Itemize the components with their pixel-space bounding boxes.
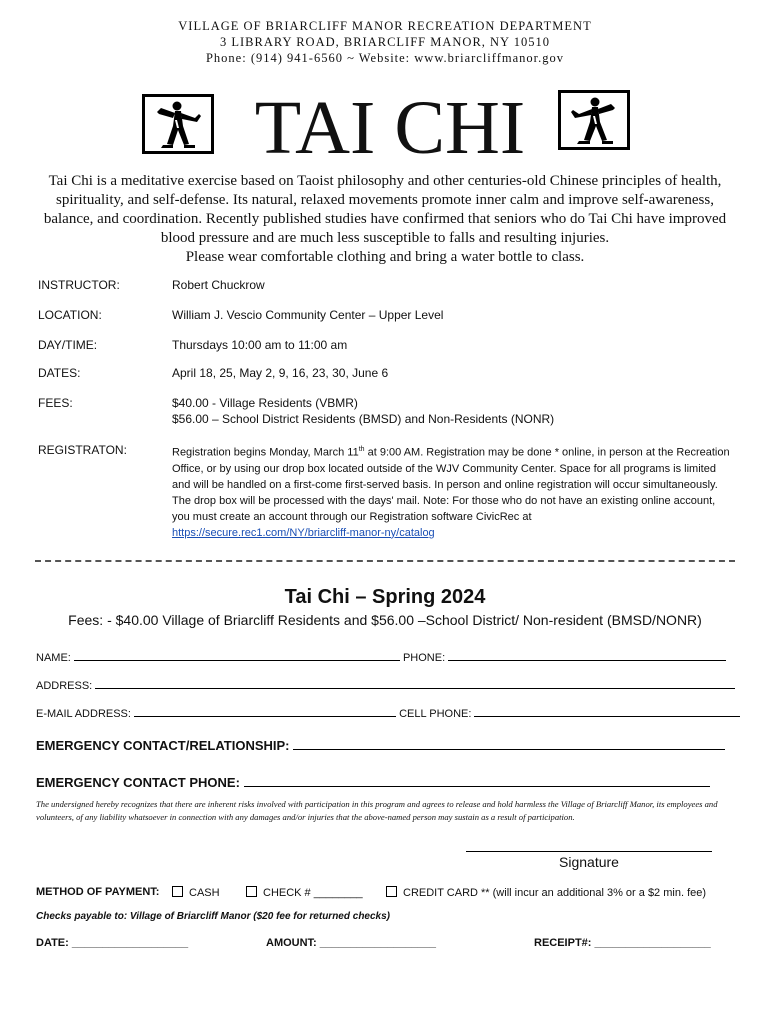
- name-row: [36, 650, 726, 664]
- cell-field[interactable]: [474, 706, 740, 717]
- intro-note: Please wear comfortable clothing and bring a water bottle to class.: [185, 249, 585, 265]
- instructor-label: INSTRUCTOR:: [38, 278, 120, 292]
- dates-value: April 18, 25, May 2, 9, 16, 23, 30, June 6: [172, 366, 389, 380]
- location-value: William J. Vescio Community Center – Upper Level: [172, 308, 444, 322]
- receipt-field[interactable]: RECEIPT#: ___________________: [534, 937, 711, 949]
- phone-label: PHONE:: [402, 652, 446, 664]
- emergency-contact-row: [36, 737, 725, 753]
- intro-text: [30, 172, 740, 267]
- name-field[interactable]: [74, 650, 400, 661]
- dates-label: DATES:: [38, 366, 81, 380]
- cut-line: [35, 560, 735, 562]
- registration-part2: at 9:00 AM. Registration may be done * online, in person at the Recreation Office, or by using our drop box located outside of the WJV Community Center. Space for all programs is limited and will be handled on a first-come first-served basis. In person and online registration will occur simultaneously. The drop box will be processed with the days' mail. Note: For those who do not have an existing online account, you must create an account through our Registration software CivicRec at: [172, 446, 730, 523]
- emergency-contact-field[interactable]: [293, 737, 725, 750]
- signature-label: Signature: [559, 854, 619, 870]
- form-heading: Tai Chi – Spring 2024: [284, 586, 486, 608]
- amount-field[interactable]: AMOUNT: ___________________: [266, 937, 437, 949]
- daytime-label: DAY/TIME:: [38, 338, 98, 352]
- daytime-value: Thursdays 10:00 am to 11:00 am: [172, 338, 348, 352]
- location-label: LOCATION:: [38, 308, 102, 322]
- form-fees: Fees: - $40.00 Village of Briarcliff Residents and $56.00 –School District/ Non-resident (BMSD/NONR): [68, 612, 702, 628]
- address-label: ADDRESS:: [36, 680, 93, 692]
- phone-field[interactable]: [448, 650, 726, 661]
- credit-checkbox[interactable]: [386, 886, 397, 897]
- credit-option[interactable]: [386, 886, 706, 899]
- tai-chi-figure-icon: [142, 94, 214, 154]
- registration-part1: Registration begins Monday, March 11: [172, 446, 359, 459]
- cash-option[interactable]: [172, 886, 220, 899]
- checks-payable: Checks payable to: Village of Briarcliff Manor ($20 fee for returned checks): [36, 911, 390, 922]
- page-title: TAI CHI: [254, 86, 526, 170]
- fees-label: FEES:: [38, 396, 73, 410]
- cell-label: CELL PHONE:: [399, 708, 472, 720]
- email-label: E-MAIL ADDRESS:: [36, 708, 131, 720]
- email-row: [36, 706, 740, 720]
- registration-link[interactable]: https://secure.rec1.com/NY/briarcliff-manor-ny/catalog: [172, 526, 435, 539]
- department-address: 3 LIBRARY ROAD, BRIARCLIFF MANOR, NY 10510: [220, 35, 550, 49]
- registration-sup: th: [358, 446, 365, 453]
- credit-label: CREDIT CARD ** (will incur an additional 3% or a $2 min. fee): [403, 887, 707, 899]
- fee-village: $40.00 - Village Residents (VBMR): [172, 396, 358, 410]
- registration-label: REGISTRATON:: [38, 443, 127, 457]
- waiver-text: The undersigned hereby recognizes that there are inherent risks involved with participation in this program and agrees to release and hold harmless the Village of Briarcliff Manor, its employees and volunteers, of any liability whatsoever in connection with any damages and/or injuries that the above-named person may sustain as a result of participation.: [36, 799, 718, 822]
- check-label: CHECK # ________: [263, 887, 363, 899]
- department-contact: Phone: (914) 941-6560 ~ Website: www.briarcliffmanor.gov: [205, 51, 564, 65]
- email-field[interactable]: [134, 706, 396, 717]
- cash-checkbox[interactable]: [172, 886, 183, 897]
- signature-line[interactable]: [466, 851, 712, 852]
- cash-label: CASH: [189, 887, 220, 899]
- department-name: VILLAGE OF BRIARCLIFF MANOR RECREATION DEPARTMENT: [178, 19, 592, 33]
- check-checkbox[interactable]: [246, 886, 257, 897]
- payment-label: METHOD OF PAYMENT:: [36, 886, 160, 898]
- emergency-phone-row: [36, 774, 710, 790]
- registration-text: [172, 442, 732, 541]
- address-field[interactable]: [95, 678, 735, 689]
- emergency-phone-field[interactable]: [244, 774, 710, 787]
- emergency-contact-label: EMERGENCY CONTACT/RELATIONSHIP:: [36, 738, 290, 753]
- tai-chi-figure-icon: [558, 90, 630, 150]
- date-field[interactable]: DATE: ___________________: [36, 937, 189, 949]
- fee-nonresident: $56.00 – School District Residents (BMSD) and Non-Residents (NONR): [172, 412, 555, 426]
- emergency-phone-label: EMERGENCY CONTACT PHONE:: [36, 775, 240, 790]
- check-option[interactable]: [246, 886, 363, 899]
- address-row: [36, 678, 735, 692]
- instructor-value: Robert Chuckrow: [172, 278, 265, 292]
- intro-paragraph: Tai Chi is a meditative exercise based on Taoist philosophy and other centuries-old Chinese principles of health, spirituality, and self-defense. Its natural, relaxed movements promote inner calm and improve self-awareness, balance, and coordination. Recently published studies have confirmed that seniors who do Tai Chi have improved blood pressure and are much less susceptible to falls and resulting injuries.: [43, 173, 727, 246]
- name-label: NAME:: [36, 652, 71, 664]
